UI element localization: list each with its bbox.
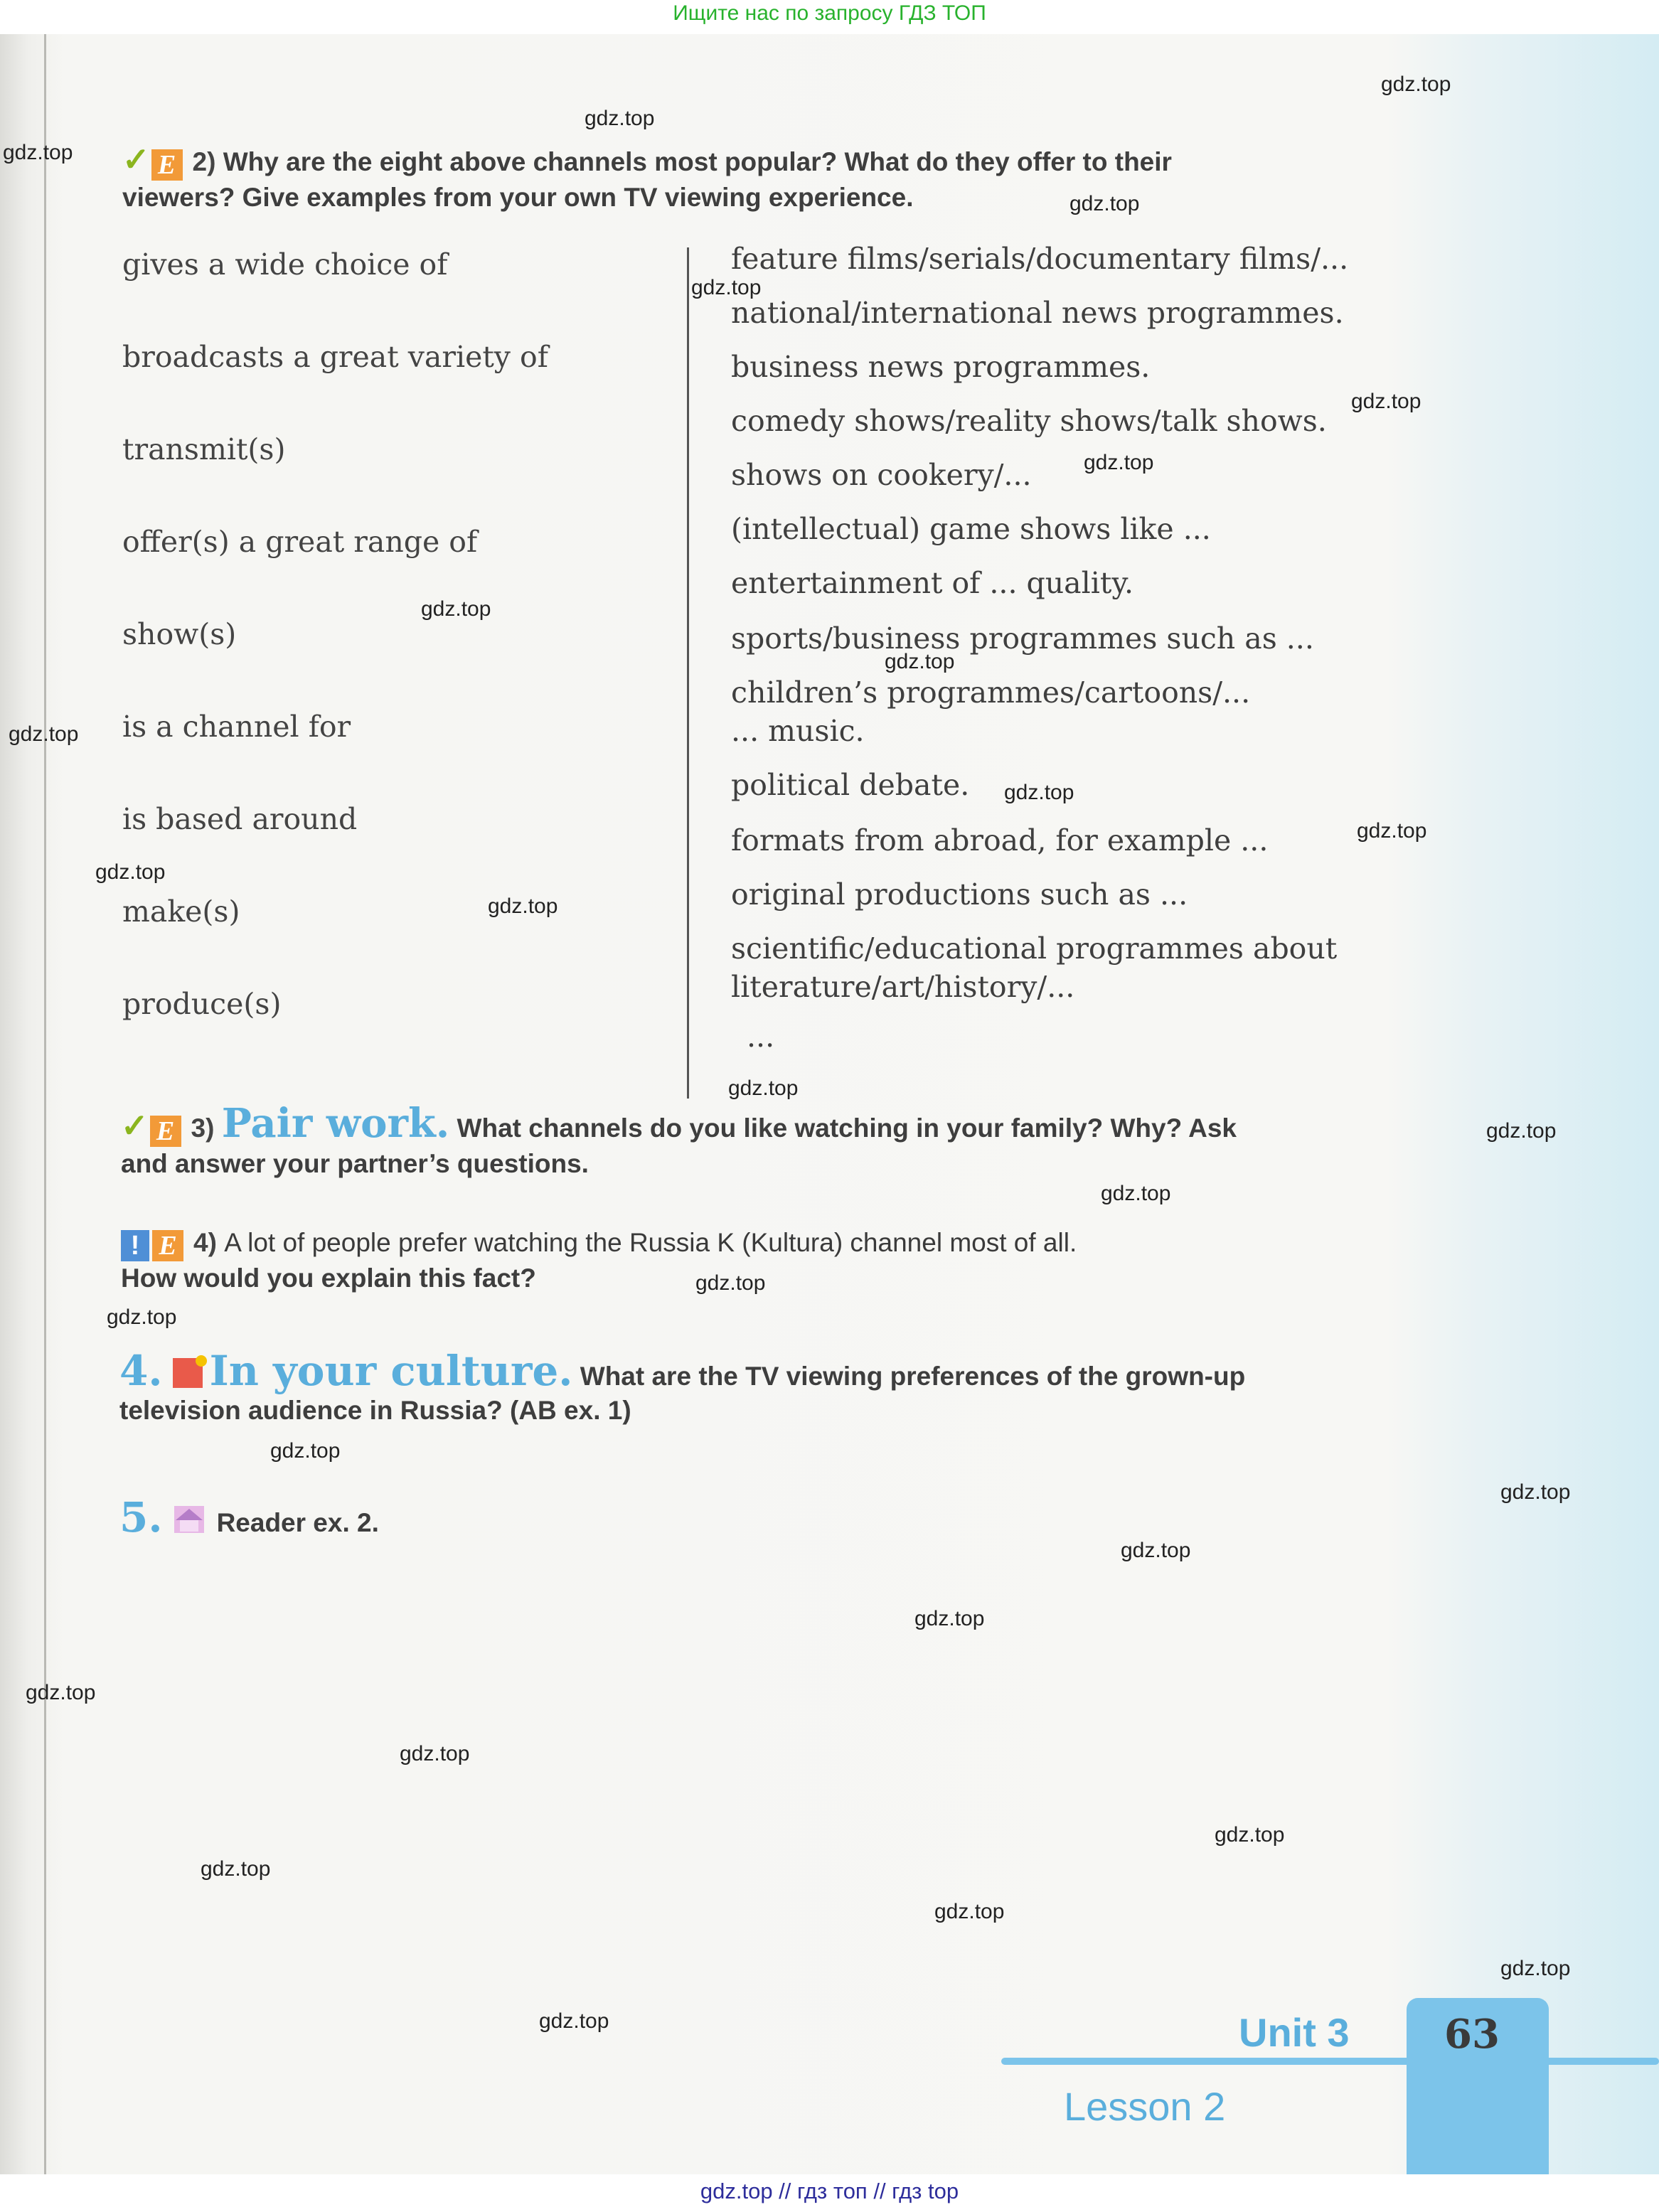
page-number: 63 (1444, 2011, 1500, 2058)
watermark: gdz.top (885, 650, 955, 673)
exercise-4-heading: In your culture. (209, 1347, 573, 1395)
e-icon: E (150, 1116, 181, 1147)
exercise-5 (119, 1493, 973, 1542)
watermark: gdz.top (1500, 1480, 1571, 1504)
task-3 (121, 1100, 1401, 1181)
left-phrase: show(s) (122, 617, 237, 651)
watermark: gdz.top (421, 597, 491, 621)
right-phrase: original productions such as ... (731, 877, 1188, 912)
task-3-line2: and answer your partner’s questions. (121, 1149, 589, 1178)
left-phrase: produce(s) (122, 987, 282, 1021)
exercise-4 (119, 1347, 1414, 1428)
bottom-banner: gdz.top // гдз топ // гдз top (700, 2179, 959, 2203)
right-phrase: entertainment of ... quality. (731, 566, 1134, 600)
exercise-4-number: 4. (119, 1347, 163, 1395)
left-phrase: is a channel for (122, 710, 351, 744)
watermark: gdz.top (691, 276, 762, 299)
right-phrase: ... music. (731, 714, 865, 748)
right-phrase: formats from abroad, for example ... (731, 823, 1269, 857)
watermark: gdz.top (9, 722, 79, 746)
right-phrase: (intellectual) game shows like ... (731, 512, 1211, 546)
watermark: gdz.top (1381, 73, 1451, 96)
left-phrase: offer(s) a great range of (122, 525, 478, 559)
watermark: gdz.top (201, 1857, 271, 1881)
task-3-number: 3) (191, 1113, 215, 1143)
exercise-4-line2: television audience in Russia? (AB ex. 1) (119, 1396, 631, 1425)
right-phrase: national/international news programmes. (731, 296, 1344, 330)
watermark: gdz.top (695, 1271, 766, 1295)
lesson-label: Lesson 2 (1064, 2084, 1226, 2129)
watermark: gdz.top (1069, 192, 1140, 215)
textbook-page (0, 34, 1659, 2174)
task-2 (122, 142, 1402, 215)
watermark: gdz.top (270, 1439, 341, 1463)
task-3-line1: What channels do you like watching in your family? Why? Ask (457, 1113, 1237, 1143)
task-3-heading: Pair work. (221, 1100, 450, 1147)
page-spine (44, 34, 46, 2174)
watermark: gdz.top (1486, 1119, 1557, 1143)
unit-label: Unit 3 (1239, 2010, 1350, 2055)
right-phrase: business news programmes. (731, 350, 1151, 384)
task-4-sub-line2: How would you explain this fact? (121, 1263, 536, 1293)
right-phrase: children’s programmes/cartoons/... (731, 675, 1251, 710)
right-phrase: feature films/serials/documentary films/... (731, 242, 1349, 276)
exercise-5-number: 5. (119, 1493, 163, 1542)
watermark: gdz.top (1215, 1823, 1285, 1847)
e-icon: E (151, 149, 183, 181)
watermark: gdz.top (400, 1742, 470, 1765)
watermark: gdz.top (488, 894, 558, 918)
right-phrase: scientific/educational programmes about (731, 931, 1338, 966)
watermark: gdz.top (585, 107, 655, 130)
watermark: gdz.top (1121, 1539, 1191, 1562)
watermark: gdz.top (3, 141, 73, 164)
right-phrase: sports/business programmes such as ... (731, 621, 1314, 656)
e-icon: E (152, 1230, 183, 1261)
watermark: gdz.top (539, 2009, 609, 2033)
task-2-line1: Why are the eight above channels most popular? What do they offer to their (223, 147, 1172, 176)
task-4-sub-number: 4) (193, 1228, 217, 1257)
watermark: gdz.top (1101, 1182, 1171, 1205)
right-phrase: literature/art/history/... (731, 970, 1075, 1004)
watermark: gdz.top (1500, 1957, 1571, 1980)
left-phrase: make(s) (122, 894, 240, 929)
watermark: gdz.top (1004, 781, 1074, 804)
left-phrase: gives a wide choice of (122, 247, 448, 282)
left-phrase: transmit(s) (122, 432, 286, 466)
watermark: gdz.top (728, 1076, 799, 1100)
watermark: gdz.top (1357, 819, 1427, 843)
left-phrase: is based around (122, 802, 358, 836)
task-4-sub-line1: A lot of people prefer watching the Russia K (Kultura) channel most of all. (224, 1228, 1077, 1257)
column-divider (687, 247, 689, 1099)
exclamation-icon: ! (121, 1230, 149, 1261)
exercise-5-text: Reader ex. 2. (216, 1508, 379, 1537)
task-2-number: 2) (192, 147, 216, 176)
footer-bar (1001, 2058, 1659, 2065)
top-banner: Ищите нас по запросу ГДЗ ТОП (673, 1, 986, 25)
task-2-line2: viewers? Give examples from your own TV viewing experience. (122, 183, 914, 212)
right-phrase: political debate. (731, 768, 970, 802)
watermark: gdz.top (934, 1900, 1005, 1923)
watermark: gdz.top (95, 860, 166, 884)
watermark: gdz.top (914, 1607, 985, 1630)
culture-icon (173, 1358, 203, 1388)
watermark: gdz.top (107, 1305, 177, 1329)
right-phrase: shows on cookery/... (731, 458, 1032, 492)
right-phrase: comedy shows/reality shows/talk shows. (731, 404, 1327, 438)
left-phrase: broadcasts a great variety of (122, 340, 548, 374)
watermark: gdz.top (26, 1681, 96, 1704)
watermark: gdz.top (1351, 390, 1421, 413)
check-icon: ✓ (122, 141, 150, 178)
exercise-4-line1: What are the TV viewing preferences of the grown-up (580, 1362, 1246, 1391)
watermark: gdz.top (1084, 451, 1154, 474)
check-icon: ✓ (121, 1107, 149, 1144)
house-icon (171, 1503, 207, 1534)
right-phrase: ... (747, 1020, 775, 1054)
